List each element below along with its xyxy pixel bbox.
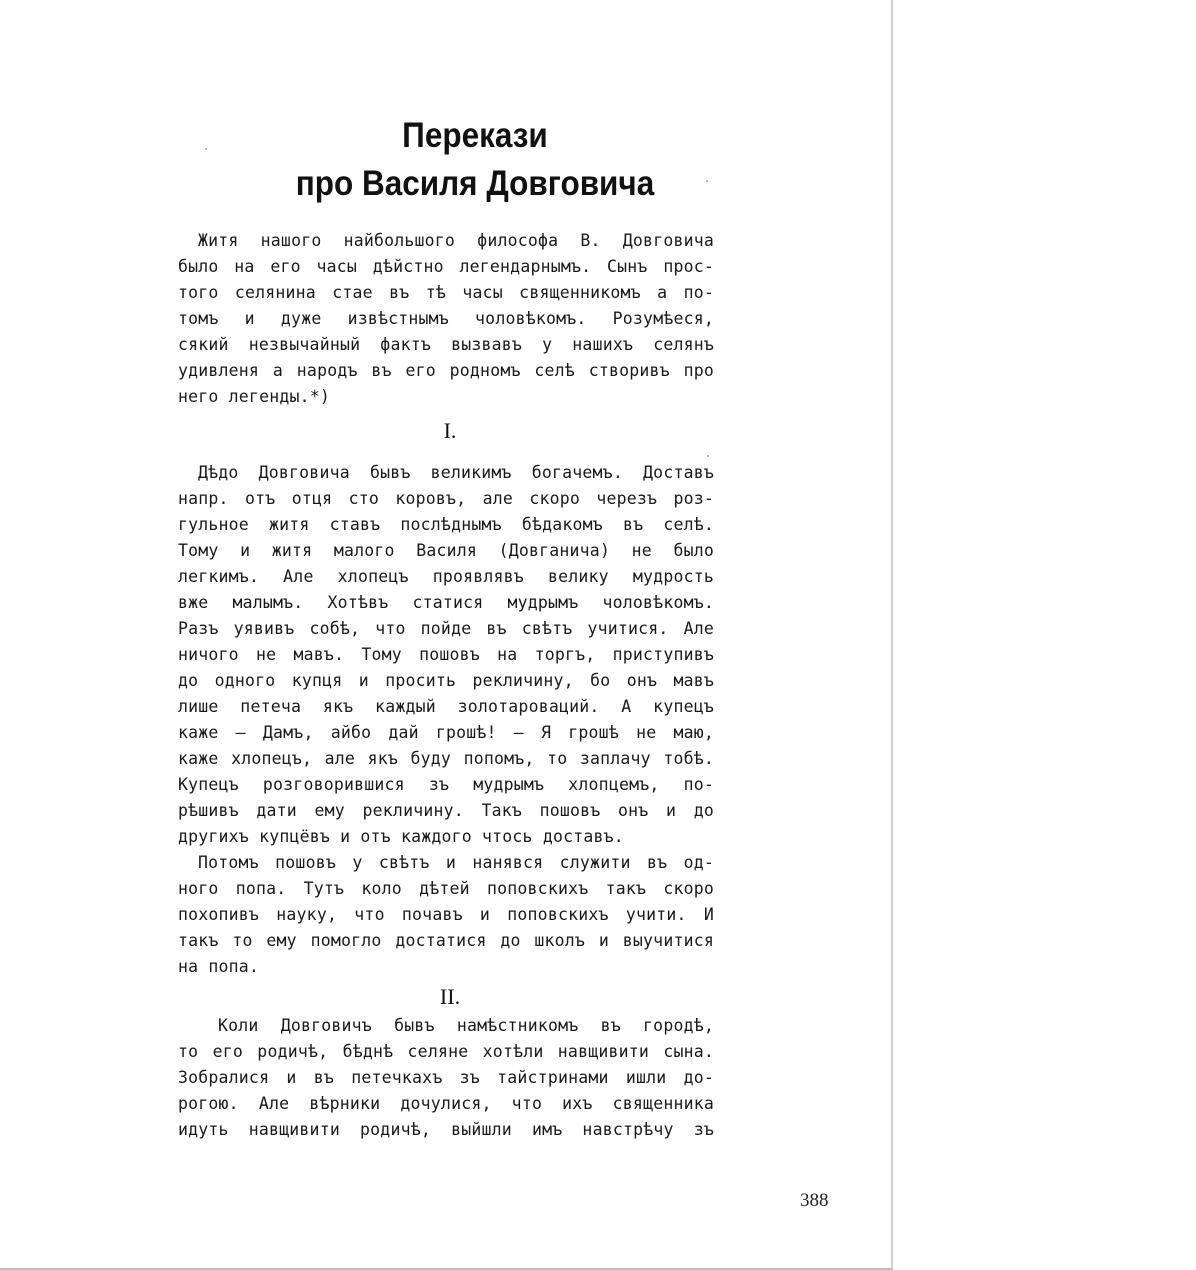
- text-line: легкимъ. Але хлопецъ проявлявъ велику мудрость: [178, 567, 714, 586]
- text-line: томъ и дуже извѣстнымъ чоловѣкомъ. Розумѣеся,: [178, 309, 714, 328]
- text-line: было на его часы дѣйстно легендарнымъ. Сынъ прос-: [178, 257, 714, 276]
- text-line: то его родичѣ, бѣднѣ селяне хотѣли навщивити сына.: [178, 1042, 714, 1061]
- text-line: Разъ уявивъ собѣ, что пойде въ свѣтъ учитися. Але: [178, 619, 714, 638]
- page-title-line-2: про Василя Довговича: [295, 164, 655, 203]
- text-line: Купецъ розговорившися зъ мудрымъ хлопцемъ, по-: [178, 775, 714, 794]
- text-line: напр. отъ отця сто коровъ, але скоро черезъ роз-: [178, 489, 714, 508]
- intro-paragraph: [178, 228, 714, 410]
- section-heading-1: I.: [443, 418, 457, 443]
- text-line: такъ то ему помогло достатися до школъ и выучитися: [178, 931, 714, 950]
- section-1-paragraph-2: [178, 850, 714, 980]
- text-line: Зобралися и въ петечкахъ зъ тайстринами ишли до-: [178, 1068, 714, 1087]
- section-heading-2: II.: [439, 984, 461, 1009]
- section-1-paragraph-1: [178, 460, 714, 850]
- text-line: до одного купця и просить рекличину, бо онъ мавъ: [178, 671, 714, 690]
- text-line: ного попа. Тутъ коло дѣтей поповскихъ такъ скоро: [178, 879, 714, 898]
- text-line: каже — Дамъ, айбо дай грошѣ! — Я грошѣ не маю,: [178, 723, 714, 742]
- text-line: Потомъ пошовъ у свѣтъ и нанявся служити въ од-: [198, 853, 714, 872]
- text-line: Тому и житя малого Василя (Довганича) не было: [178, 541, 714, 560]
- text-line: Житя нашого найбольшого философа В. Довговича: [198, 231, 714, 250]
- scan-speck: [205, 148, 207, 150]
- text-line: другихъ купцёвъ и отъ каждого чтось доставъ.: [178, 827, 624, 846]
- text-line: на попа.: [178, 957, 260, 976]
- section-2-paragraph-1: [178, 1013, 714, 1143]
- text-line: рѣшивъ дати ему рекличину. Такъ пошовъ онъ и до: [178, 801, 714, 820]
- scan-speck: [707, 455, 709, 457]
- text-line: удивленя а народъ въ его родномъ селѣ створивъ про: [178, 361, 714, 380]
- text-line: Коли Довговичъ бывъ намѣстникомъ въ городѣ,: [218, 1016, 714, 1035]
- text-line: вже малымъ. Хотѣвъ статися мудрымъ чоловѣкомъ.: [178, 593, 714, 612]
- text-line: сякий незвычайный фактъ вызвавъ у нашихъ селянъ: [178, 335, 714, 354]
- text-line: гульное житя ставъ послѣднымъ бѣдакомъ въ селѣ.: [178, 515, 714, 534]
- text-line: того селянина стае въ тѣ часы священникомъ а по-: [178, 283, 714, 302]
- scan-speck: [706, 180, 708, 182]
- text-line: Дѣдо Довговича бывъ великимъ богачемъ. Доставъ: [198, 463, 714, 482]
- text-line: каже хлопецъ, але якъ буду попомъ, то заплачу тобѣ.: [178, 749, 714, 768]
- text-line: ничого не мавъ. Тому пошовъ на торгъ, приступивъ: [178, 645, 714, 664]
- page-title-line-1: Перекази: [402, 116, 548, 155]
- page-number: 388: [800, 1190, 829, 1211]
- text-line: него легенды.*): [178, 387, 331, 406]
- text-line: идуть навщивити родичѣ, выйшли имъ навстрѣчу зъ: [178, 1120, 714, 1139]
- text-line: рогою. Але вѣрники дочулися, что ихъ священника: [178, 1094, 714, 1113]
- text-line: лише петеча якъ каждый золотароваций. А купецъ: [178, 697, 714, 716]
- text-line: похопивъ науку, что почавъ и поповскихъ учити. И: [178, 905, 714, 924]
